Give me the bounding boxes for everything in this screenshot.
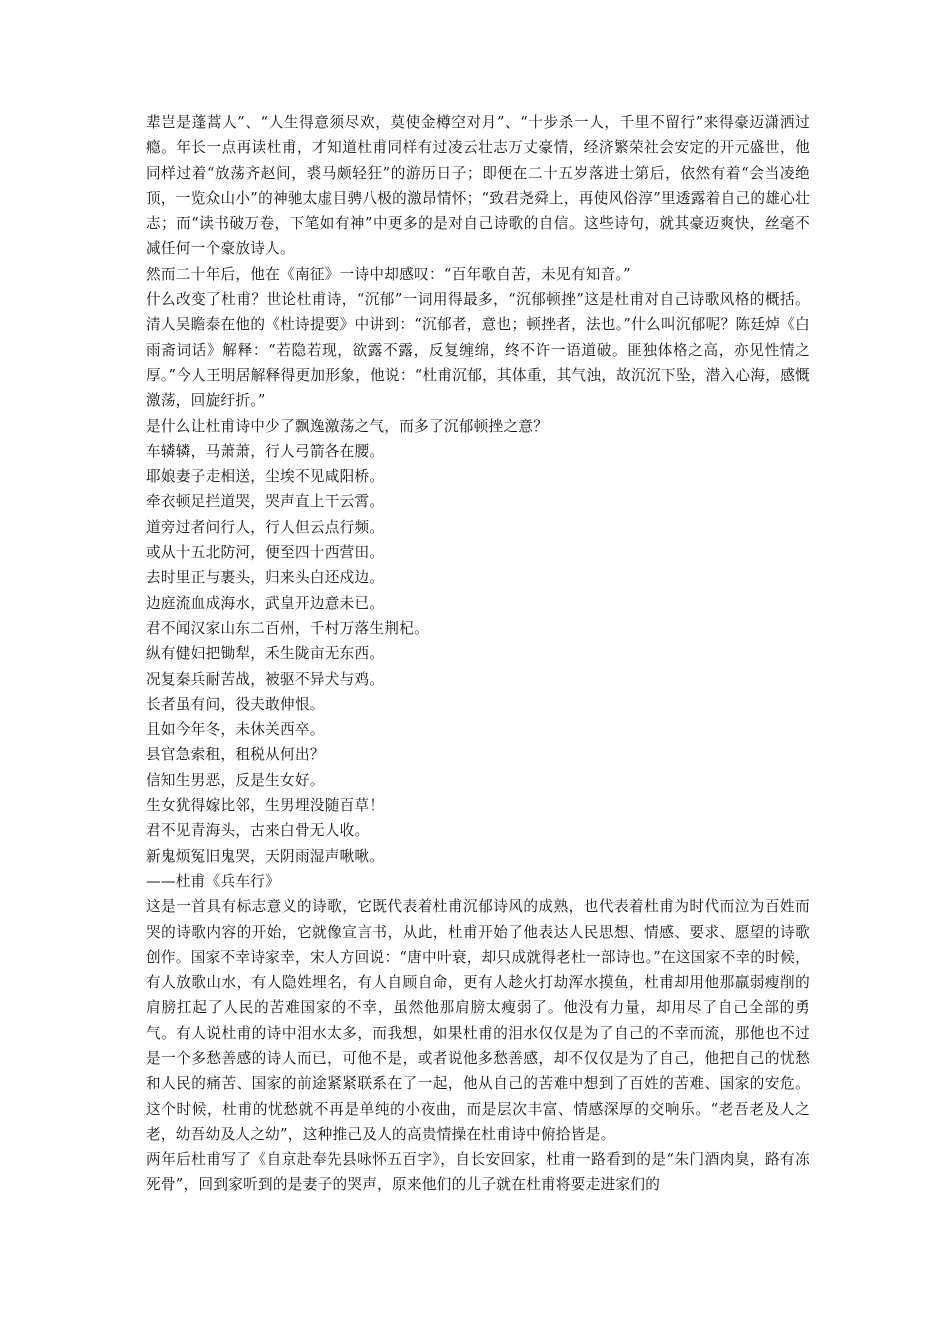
poem-line: 长者虽有问，役夫敢伸恨。 xyxy=(146,695,325,713)
poem-line: 况复秦兵耐苦战，被驱不异犬与鸡。 xyxy=(146,670,385,688)
poem-line: 生女犹得嫁比邻，生男埋没随百草！ xyxy=(146,797,385,815)
paragraph-du-fu-ambition: 辈岂是蓬蒿人”、“人生得意须尽欢，莫使金樽空对月”、“十步杀一人，千里不留行”来得豪迈潇洒过瘾。年长一点再读杜甫，才知道杜甫同样有过凌云壮志万丈豪情，经济繁荣社会安定的开元盛世，他同样过着“放荡齐赵间，裘马颇轻狂”的游历日子；即便在二十五岁落进士第后，依然有着“会当凌绝顶，一览众山小”的神驰太虚目骋八极的激昂情怀；“致君尧舜上，再使风俗淳”里透露着自己的雄心壮志；而“读书破万卷，下笔如有神”中更多的是对自己诗歌的自信。这些诗句，就其豪迈爽快，丝毫不减任何一个豪放诗人。 xyxy=(146,114,810,258)
poem-line: 去时里正与裹头，归来头白还戍边。 xyxy=(146,569,385,587)
poem-line: 车辚辚，马萧萧，行人弓箭各在腰。 xyxy=(146,442,385,460)
paragraph-nanzheng: 然而二十年后，他在《南征》一诗中却感叹：“百年歌自苦，未见有知音。” xyxy=(146,265,631,283)
poem-line: 信知生男恶，反是生女好。 xyxy=(146,771,325,789)
poem-line: 新鬼烦冤旧鬼哭，天阴雨湿声啾啾。 xyxy=(146,847,385,865)
poem-line: 君不闻汉家山东二百州，千村万落生荆杞。 xyxy=(146,619,429,637)
poem-line: 纵有健妇把锄犁，禾生陇亩无东西。 xyxy=(146,645,385,663)
poem-line: 君不见青海头，古来白骨无人收。 xyxy=(146,822,370,840)
poem-line: 边庭流血成海水，武皇开边意未已。 xyxy=(146,594,385,612)
poem-attribution: ——杜甫《兵车行》 xyxy=(146,872,281,890)
poem-bingchexing xyxy=(146,439,810,894)
paragraph-question: 是什么让杜甫诗中少了飘逸激荡之气，而多了沉郁顿挫之意？ xyxy=(146,417,549,435)
poem-line: 或从十五北防河，便至四十西营田。 xyxy=(146,544,385,562)
paragraph-significance: 这是一首具有标志意义的诗歌，它既代表着杜甫沉郁诗风的成熟，也代表着杜甫为时代而泣为百姓而哭的诗歌内容的开始，它就像宣言书，从此，杜甫开始了他表达人民思想、情感、要求、愿望的诗歌创作。国家不幸诗家幸，宋人方回说：“唐中叶衰，却只成就得老杜一部诗也。”在这国家不幸的时候，有人放歌山水，有人隐姓埋名，有人自顾自命，更有人趁火打劫浑水摸鱼，杜甫却用他那羸弱瘦削的肩膀扛起了人民的苦难国家的不幸，虽然他那肩膀太瘦弱了。他没有力量，却用尽了自己全部的勇气。有人说杜甫的诗中泪水太多，而我想，如果杜甫的泪水仅仅是为了自己的不幸而流，那他也不过是一个多愁善感的诗人而已，可他不是，或者说他多愁善感，却不仅仅是为了自己，他把自己的忧愁和人民的痛苦、国家的前途紧紧联系在了一起，他从自己的苦难中想到了百姓的苦难、国家的安危。这个时候，杜甫的忧愁就不再是单纯的小夜曲，而是层次丰富、情感深厚的交响乐。“老吾老及人之老，幼吾幼及人之幼”，这种推己及人的高贵情操在杜甫诗中俯拾皆是。 xyxy=(146,898,810,1143)
poem-line: 道旁过者问行人，行人但云点行频。 xyxy=(146,518,385,536)
poem-line: 县官急索租，租税从何出？ xyxy=(146,746,325,764)
poem-line: 牵衣顿足拦道哭，哭声直上干云霄。 xyxy=(146,493,385,511)
poem-line: 耶娘妻子走相送，尘埃不见咸阳桥。 xyxy=(146,468,385,486)
poem-line: 且如今年冬，未休关西卒。 xyxy=(146,721,325,739)
paragraph-fengxian: 两年后杜甫写了《自京赴奉先县咏怀五百字》，自长安回家，杜甫一路看到的是“朱门酒肉臭，路有冻死骨”，回到家听到的是妻子的哭声，原来他们的儿子就在杜甫将要走进家们的 xyxy=(146,1151,810,1194)
document-page xyxy=(146,110,810,1198)
paragraph-chenyu-dunchuo: 什么改变了杜甫？世论杜甫诗，“沉郁”一词用得最多，“沉郁顿挫”这是杜甫对自己诗歌风格的概括。清人吴瞻泰在他的《杜诗提要》中讲到：“沉郁者，意也；顿挫者，法也。”什么叫沉郁呢？陈廷焯《白雨斋词话》解释：“若隐若现，欲露不露，反复缠绵，终不许一语道破。匪独体格之高，亦见性情之厚。”今人王明居解释得更加形象，他说：“杜甫沉郁，其体重，其气浊，故沉沉下坠，潜入心海，感慨激荡，回旋纡折。” xyxy=(146,291,810,410)
